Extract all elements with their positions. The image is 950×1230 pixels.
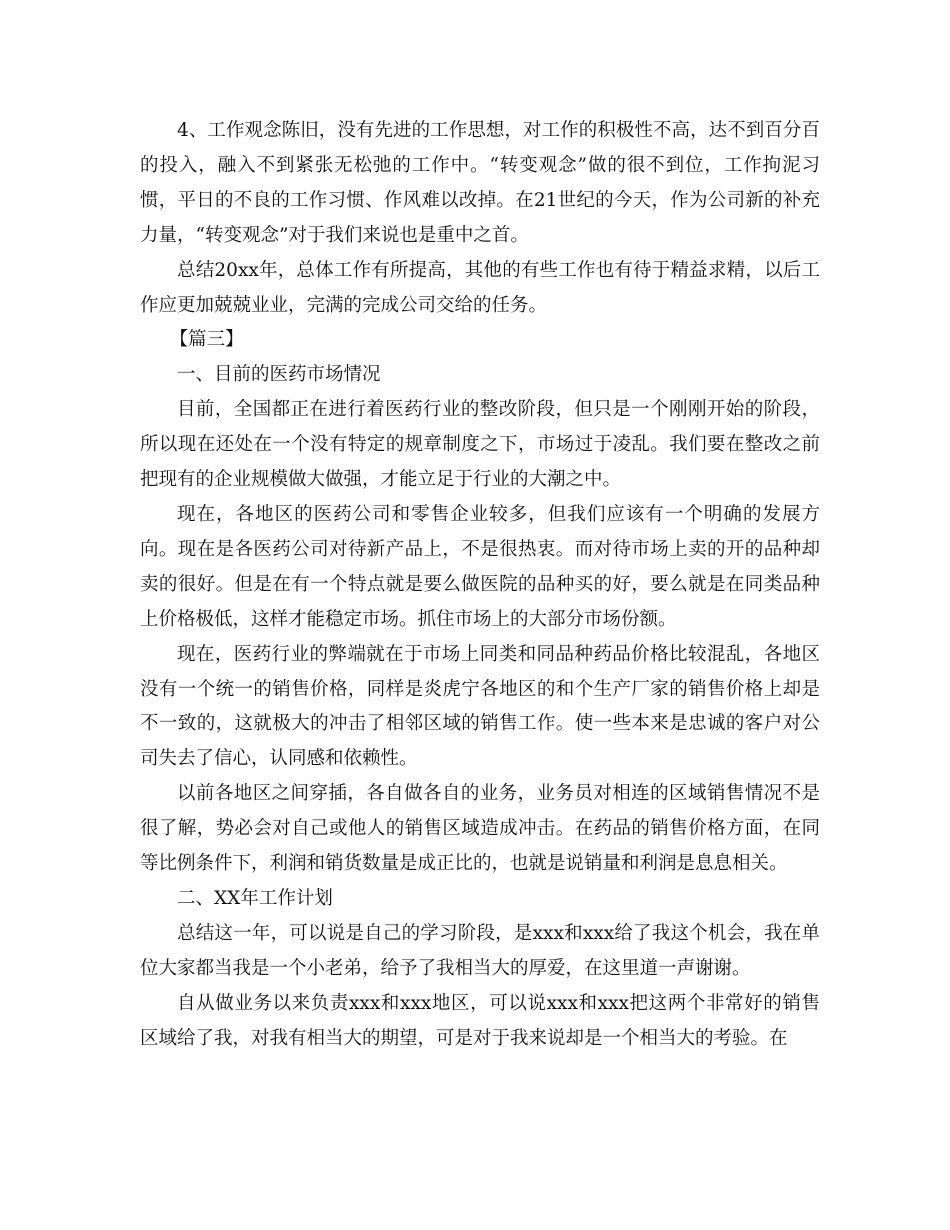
paragraph-sales-regions: 自从做业务以来负责xxx和xxx地区，可以说xxx和xxx把这两个非常好的销售区域给了我，对我有相当大的期望，可是对于我来说却是一个相当大的考验。在	[140, 992, 820, 1049]
paragraph-regional-companies: 现在，各地区的医药公司和零售企业较多，但我们应该有一个明确的发展方向。现在是各医药公司对待新产品上，不是很热衷。而对待市场上卖的开的品种却卖的很好。但是在有一个特点就是要么做医院的品种买的好，要么就是在同类品种上价格极低，这样才能稳定市场。抓住市场上的大部分市场份额。	[140, 503, 820, 630]
paragraph-regional-overlap: 以前各地区之间穿插，各自做各自的业务，业务员对相连的区域销售情况不是很了解，势必会对自己或他人的销售区域造成冲击。在药品的销售价格方面，在同等比例条件下，利润和销货数量是成正比的，也就是说销量和利润是息息相关。	[140, 783, 820, 875]
section-label-part-three: 【篇三】	[169, 329, 244, 351]
heading-work-plan: 二、XX年工作计划	[177, 887, 333, 909]
paragraph-work-concept: 4、工作观念陈旧，没有先进的工作思想，对工作的积极性不高，达不到百分百的投入，融入不到紧张无松弛的工作中。“转变观念”做的很不到位，工作拘泥习惯，平日的不良的工作习惯、作风难以改掉。在21世纪的今天，作为公司新的补充力量，“转变观念”对于我们来说也是重中之首。	[140, 120, 820, 246]
heading-market-situation: 一、目前的医药市场情况	[177, 364, 381, 386]
document-body	[140, 114, 820, 1056]
paragraph-summary-20xx: 总结20xx年，总体工作有所提高，其他的有些工作也有待于精益求精，以后工作应更加兢兢业业，完满的完成公司交给的任务。	[140, 259, 820, 316]
paragraph-year-review: 总结这一年，可以说是自己的学习阶段，是xxx和xxx给了我这个机会，我在单位大家都当我是一个小老弟，给予了我相当大的厚爱，在这里道一声谢谢。	[140, 922, 820, 979]
paragraph-industry-drawbacks: 现在，医药行业的弊端就在于市场上同类和同品种药品价格比较混乱，各地区没有一个统一的销售价格，同样是炎虎宁各地区的和个生产厂家的销售价格上却是不一致的，这就极大的冲击了相邻区域的销售工作。使一些本来是忠诚的客户对公司失去了信心，认同感和依赖性。	[140, 643, 820, 770]
paragraph-industry-reform: 目前，全国都正在进行着医药行业的整改阶段，但只是一个刚刚开始的阶段，所以现在还处在一个没有特定的规章制度之下，市场过于凌乱。我们要在整改之前把现有的企业规模做大做强，才能立足于行业的大潮之中。	[140, 399, 820, 491]
